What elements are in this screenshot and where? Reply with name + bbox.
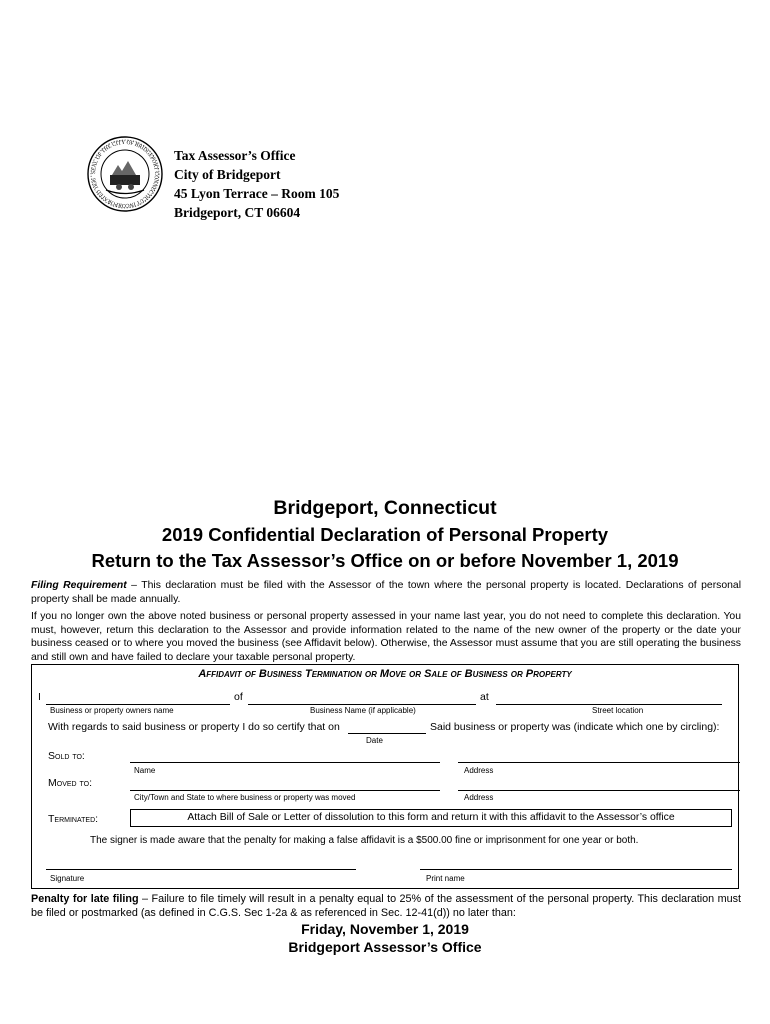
date-field[interactable] bbox=[348, 733, 426, 734]
street-location-field[interactable] bbox=[496, 704, 722, 705]
attach-documents-notice: Attach Bill of Sale or Letter of dissolution to this form and return it with this affidavit to the Assessor’s office bbox=[130, 809, 732, 827]
filing-requirement bbox=[31, 579, 741, 606]
address-line: Bridgeport, CT 06604 bbox=[174, 205, 301, 220]
late-filing-label: Penalty for late filing bbox=[31, 893, 139, 905]
affidavit-title: Affidavit of Business Termination or Move or Sale of Business or Property bbox=[198, 668, 572, 680]
caption-name: Name bbox=[134, 766, 156, 775]
caption-street-location: Street location bbox=[592, 706, 644, 715]
title-declaration: 2019 Confidential Declaration of Personal Property bbox=[161, 524, 609, 545]
city-seal bbox=[86, 135, 164, 213]
filing-text: – This declaration must be filed with the Assessor of the town where the personal property is located. Declarations of personal property shall be made annually. bbox=[31, 580, 741, 605]
seal-icon bbox=[86, 135, 164, 213]
false-affidavit-penalty: The signer is made aware that the penalty for making a false affidavit is a $500.00 fine or imprisonment for one year or both. bbox=[90, 835, 639, 846]
address-line: Tax Assessor’s Office bbox=[174, 148, 296, 163]
late-filing-penalty bbox=[31, 893, 741, 920]
caption-print-name: Print name bbox=[426, 874, 465, 883]
option-sold-to[interactable]: Sold to: bbox=[48, 750, 85, 762]
moved-to-city-field[interactable] bbox=[130, 790, 440, 791]
affidavit-box bbox=[31, 664, 739, 889]
caption-business-name: Business Name (if applicable) bbox=[310, 706, 416, 715]
sold-to-name-field[interactable] bbox=[130, 762, 440, 763]
caption-address: Address bbox=[464, 766, 494, 775]
caption-address: Address bbox=[464, 793, 494, 802]
indicate-text: Said business or property was (indicate which one by circling): bbox=[430, 721, 720, 733]
owner-name-field[interactable] bbox=[46, 704, 230, 705]
label-of: of bbox=[234, 691, 243, 703]
print-name-field[interactable] bbox=[420, 869, 732, 870]
no-longer-own-paragraph: If you no longer own the above noted business or personal property assessed in your name last year, you do not need to complete this declaration. You must, however, return this declaration to the Assessor and provide information related to the name of the new owner of the property or the date your business ceased or to where you moved the business (see Affidavit below). Otherwise, the Assessor must assume that you are still operating the business and still own and have failed to declare your taxable personal property. bbox=[31, 611, 741, 663]
deadline-office: Bridgeport Assessor’s Office bbox=[288, 939, 482, 955]
seal-text: SEAL OF THE CITY OF BRIDGEPORT CONNECTICUT INCORPORATED 1836 bbox=[90, 139, 160, 209]
filing-label: Filing Requirement bbox=[31, 580, 127, 591]
address-line: City of Bridgeport bbox=[174, 167, 281, 182]
certify-text: With regards to said business or property I do so certify that on bbox=[48, 721, 340, 733]
assessor-address bbox=[174, 146, 339, 222]
label-i: I bbox=[38, 691, 41, 703]
title-state: Bridgeport, Connecticut bbox=[273, 497, 497, 519]
sold-to-address-field[interactable] bbox=[458, 762, 740, 763]
title-return: Return to the Tax Assessor’s Office on or before November 1, 2019 bbox=[91, 550, 679, 571]
label-at: at bbox=[480, 691, 489, 703]
caption-city-state: City/Town and State to where business or property was moved bbox=[134, 793, 356, 802]
signature-field[interactable] bbox=[46, 869, 356, 870]
caption-date: Date bbox=[366, 736, 383, 745]
option-terminated[interactable]: Terminated: bbox=[48, 813, 99, 825]
address-line: 45 Lyon Terrace – Room 105 bbox=[174, 186, 340, 201]
business-name-field[interactable] bbox=[248, 704, 476, 705]
late-filing-text: – Failure to file timely will result in a penalty equal to 25% of the assessment of the personal property. This declaration must be filed or postmarked (as defined in C.G.S. Sec 1-2a & as referenced in Sec. 12-41(d)) no later than: bbox=[31, 893, 741, 919]
option-moved-to[interactable]: Moved to: bbox=[48, 777, 93, 789]
caption-signature: Signature bbox=[50, 874, 85, 883]
moved-to-address-field[interactable] bbox=[458, 790, 740, 791]
deadline-date: Friday, November 1, 2019 bbox=[301, 921, 469, 937]
caption-owner-name: Business or property owners name bbox=[50, 706, 174, 715]
